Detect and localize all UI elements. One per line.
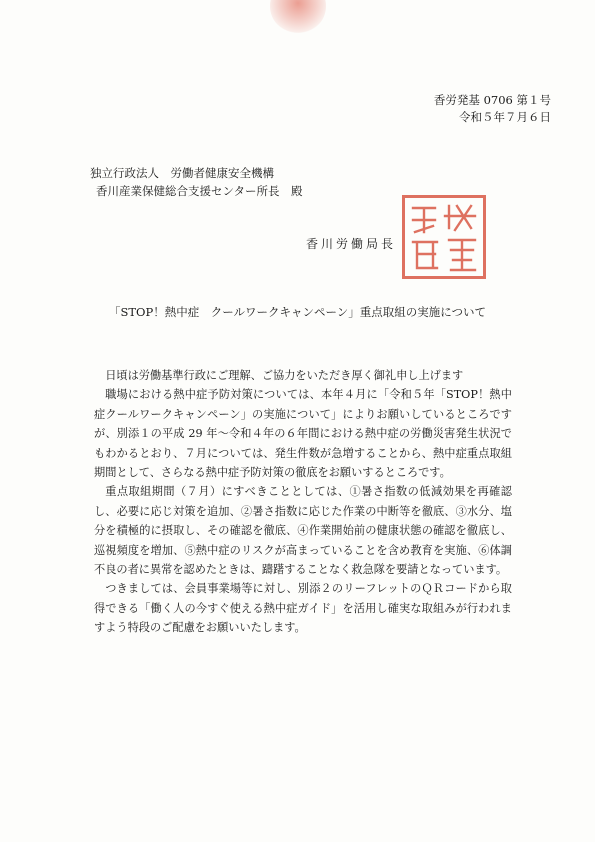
seal-glyph-strokes xyxy=(405,198,483,276)
addressee-recipient: 香川産業保健総合支援センター所長 殿 xyxy=(96,184,303,198)
body-paragraph-greeting: 日頃は労働基準行政にご理解、ご協力をいただき厚く御礼申し上げます xyxy=(105,369,464,382)
addressee-block xyxy=(90,164,303,200)
document-number: 香労発基 0706 第１号 xyxy=(433,93,551,107)
body-paragraph-request: つきましては、会員事業場等に対し、別添２のリーフレットのＱＲコードから取得できる「働く人の今すぐ使える熱中症ガイド」を活用し確実な取組みが行われますよう特段のご配慮をお願いいたします。 xyxy=(94,582,512,635)
body-paragraph-measures: 重点取組期間（７月）にすべきこととしては、①暑さ指数の低減効果を再確認し、必要に応じ対策を追加、②暑さ指数に応じた作業の中断等を徹底、③水分、塩分を積極的に摂取し、その確認を徹底、④作業開始前の健康状態の確認を徹底し、巡視頻度を増加、⑤熱中症のリスクが高まっていることを含め教育を実施、⑥体調不良の者に異常を認めたときは、躊躇することなく救急隊を要請となっています。 xyxy=(94,485,512,577)
sender-name: 香川労働局長 xyxy=(306,237,397,251)
body-text xyxy=(94,366,512,638)
top-seal-mark xyxy=(270,0,326,34)
addressee-organization: 独立行政法人 労働者健康安全機構 xyxy=(90,166,274,180)
document-header xyxy=(434,92,551,126)
document-date: 令和５年７月６日 xyxy=(459,110,551,124)
body-paragraph-background: 職場における熱中症予防対策については、本年４月に「令和５年「STOP！熱中症クールワークキャンペーン」の実施について」によりお願いしているところですが、別添１の平成 29 年～令和４年の６年間における熱中症の労働災害発生状況でもわかるとおり、７月については、発生件数が急増することから、熱中症重点取組期間として、さらなる熱中症予防対策の徹底をお願いするところです。 xyxy=(94,388,512,480)
subject-title: 「STOP！熱中症 クールワークキャンペーン」重点取組の実施について xyxy=(108,305,487,319)
official-seal-stamp xyxy=(402,195,486,279)
